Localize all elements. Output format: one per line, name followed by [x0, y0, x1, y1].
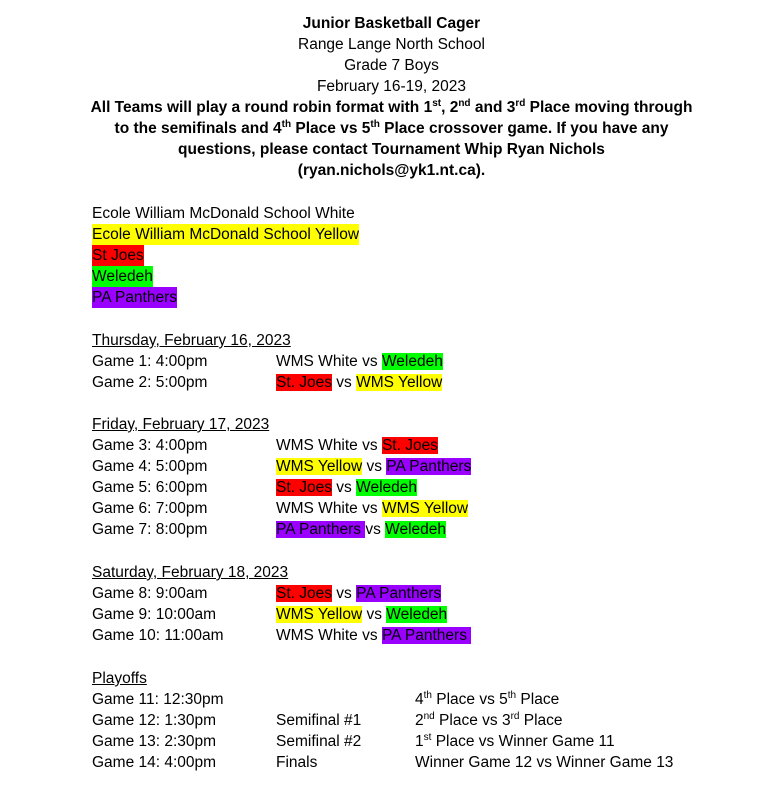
- document-header: [0, 13, 783, 181]
- schedule-document: Junior Basketball Cager Range Lange North School Grade 7 Boys February 16-19, 2023 All Teams will play a round robin format with 1st, 2nd and 3rd Place moving through to the semifinals and 4th Place vs 5th Place crossover game. If you have any questions, please contact Tournament Whip Ryan Nichols (ryan.nichols@yk1.nt.ca). Ecole William McDonald School White Ecole William McDonald School Yellow St Joes Weledeh PA Panthers Thursday, February 16, 2023 Game 1: 4:00pm WMS White vs Weledeh Game 2: 5:00pm St. Joes vs WMS Yellow Friday, February 17, 2023 Game 3: 4:00pm WMS White vs St. Joes Game 4: 5:00pm WMS Yellow vs PA Panthers Game 5: 6:00pm St. Joes vs Weledeh Game 6: 7:00pm WMS White vs WMS Yellow Game 7: 8:00pm PA Panthers vs Weledeh Saturday, February 18, 2023 Game 8: 9:00am St. Joes vs PA Panthers Game 9: 10:00am WMS Yellow vs Weledeh Game 10: 11:00am WMS White vs PA Panthers Playoffs Game 11: 12:30pm 4th Place vs 5th Place Game 12: 1:30pm Semifinal #1 2nd Place vs 3rd Place Game 13: 2:30pm Semifinal #2 1st Place vs Winner Game 11 Game 14: 4:00pm Finals Winner Game 12 vs Winner Game 13: [0, 0, 783, 810]
- day-heading: Thursday, February 16, 2023: [92, 332, 291, 349]
- school-name: Range Lange North School: [298, 36, 485, 53]
- grade-label: Grade 7 Boys: [344, 57, 439, 74]
- document-title: Junior Basketball Cager: [302, 15, 481, 32]
- format-notice: All Teams will play a round robin format with 1st, 2nd and 3rd Place moving through to the semifinals and 4th Place vs 5th Place crossover game. If you have any questions, please contact Tournament Whip Ryan Nichols (ryan.nichols@yk1.nt.ca).: [0, 97, 783, 181]
- tournament-dates: February 16-19, 2023: [316, 78, 467, 95]
- contact-email: (ryan.nichols@yk1.nt.ca).: [297, 162, 486, 179]
- day-heading: Saturday, February 18, 2023: [92, 564, 289, 581]
- playoffs-heading: Playoffs: [92, 670, 147, 687]
- day-heading: Friday, February 17, 2023: [92, 416, 270, 433]
